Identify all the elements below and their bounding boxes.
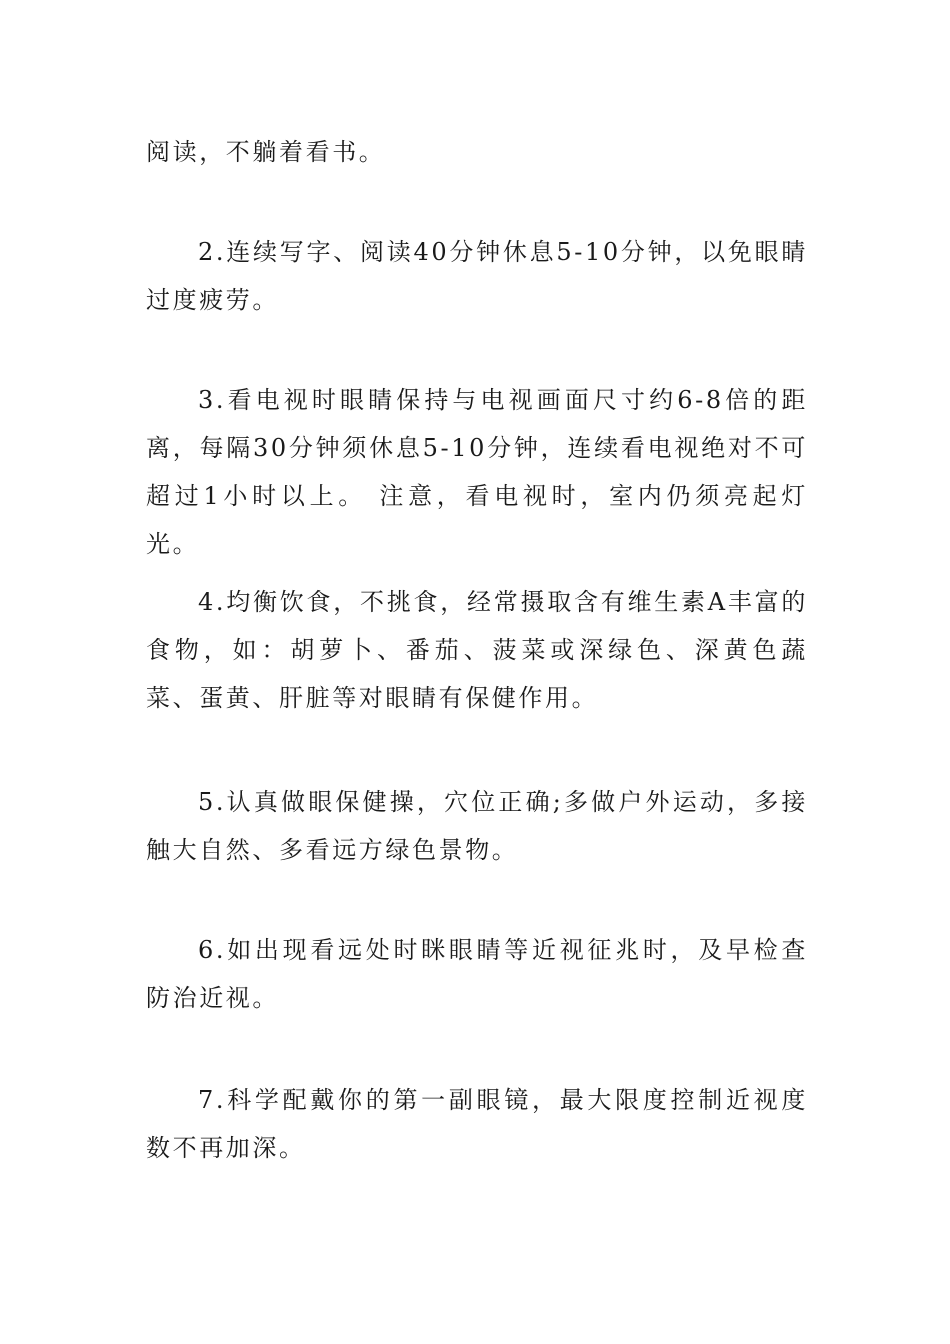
paragraph-item-7: 7.科学配戴你的第一副眼镜，最大限度控制近视度数不再加深。 [146, 1086, 808, 1162]
paragraph-item-3: 3.看电视时眼睛保持与电视画面尺寸约6-8倍的距离，每隔30分钟须休息5-10分钟，连续看电视绝对不可超过1小时以上。 注意，看电视时，室内仍须亮起灯光。 [146, 386, 808, 558]
paragraph-item-4: 4.均衡饮食，不挑食，经常摄取含有维生素A丰富的食物，如：胡萝卜、番茄、菠菜或深绿色、深黄色蔬菜、蛋黄、肝脏等对眼睛有保健作用。 [146, 588, 808, 712]
paragraph-item-2: 2.连续写字、阅读40分钟休息5-10分钟，以免眼睛过度疲劳。 [146, 238, 808, 314]
paragraph-item-5: 5.认真做眼保健操，穴位正确;多做户外运动，多接触大自然、多看远方绿色景物。 [146, 788, 808, 864]
paragraph-continuation: 阅读，不躺着看书。 [146, 138, 386, 166]
paragraph-item-6: 6.如出现看远处时眯眼睛等近视征兆时，及早检查防治近视。 [146, 936, 808, 1012]
